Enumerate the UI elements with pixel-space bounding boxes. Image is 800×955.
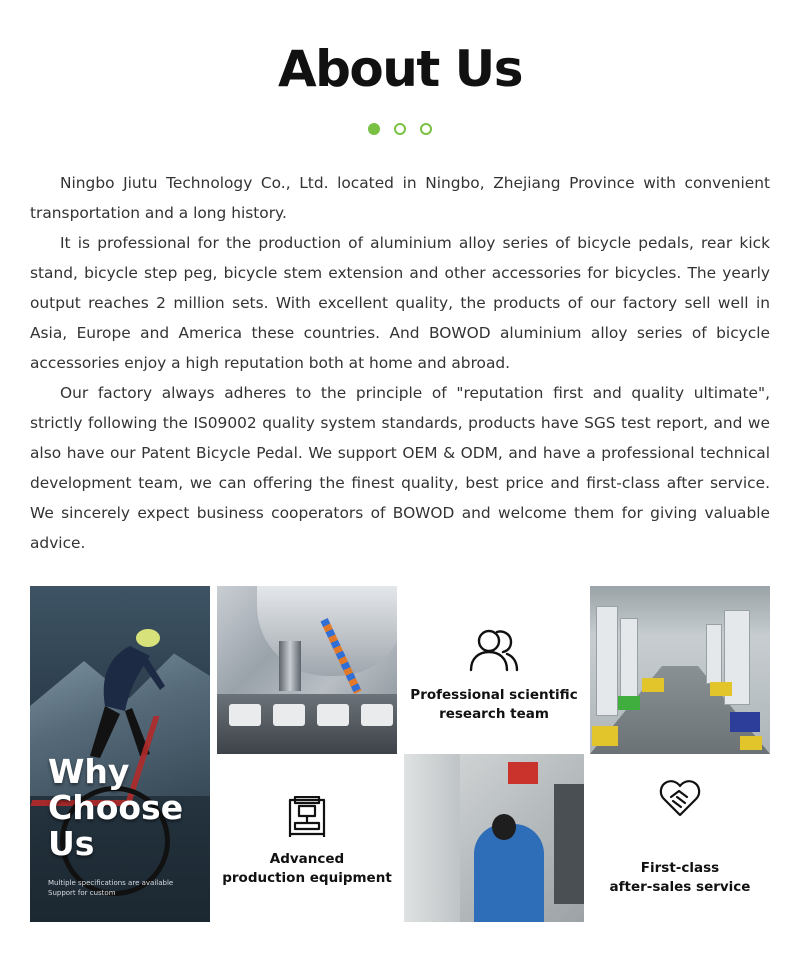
machine-icon <box>287 796 327 838</box>
machined-part <box>317 704 349 726</box>
dot-icon <box>368 123 380 135</box>
why-heading-line: Choose <box>48 788 184 827</box>
machined-part <box>273 704 305 726</box>
research-label <box>410 686 577 724</box>
why-heading-line: Us <box>48 824 95 863</box>
factory-machine <box>706 624 722 684</box>
page-title: About Us <box>277 40 523 98</box>
why-subtext-line: Multiple specifications are available <box>48 879 174 887</box>
feature-grid <box>30 586 770 922</box>
worker-head <box>492 814 516 840</box>
why-heading <box>48 754 183 862</box>
factory-machine <box>620 618 638 698</box>
why-heading-line: Why <box>48 752 130 791</box>
feature-after-sales-service <box>590 754 770 922</box>
feature-production-equipment <box>217 754 397 922</box>
service-label-line: after-sales service <box>609 879 751 895</box>
equipment-label <box>222 850 392 888</box>
why-subtext-line: Support for custom <box>48 889 116 897</box>
factory-machine <box>596 606 618 716</box>
machined-part <box>229 704 261 726</box>
worker-machining-image <box>404 754 584 922</box>
crate <box>740 736 762 750</box>
equipment-label-line: production equipment <box>222 870 392 886</box>
about-paragraph: Ningbo Jiutu Technology Co., Ltd. located in Ningbo, Zhejiang Province with convenient transportation and a long history. <box>30 174 770 222</box>
research-label-line: research team <box>439 706 549 722</box>
service-label-line: First-class <box>640 860 720 876</box>
service-label <box>610 859 751 897</box>
machine-panel <box>404 754 460 922</box>
why-subtext <box>48 878 173 898</box>
cnc-machine-image <box>217 586 397 754</box>
machine-tool <box>279 641 301 691</box>
dot-icon <box>420 123 432 135</box>
title-divider-dots <box>0 123 800 135</box>
factory-floor-image <box>590 586 770 754</box>
crate <box>618 696 640 710</box>
crate <box>642 678 664 692</box>
crate <box>730 712 760 732</box>
feature-research-team <box>404 586 584 754</box>
why-choose-us-panel <box>30 586 210 922</box>
machine-logo <box>508 762 538 784</box>
crate <box>592 726 618 746</box>
control-panel <box>554 784 584 904</box>
machined-part <box>361 704 393 726</box>
research-label-line: Professional scientific <box>410 687 578 703</box>
dot-icon <box>394 123 406 135</box>
about-paragraph: Our factory always adheres to the principle of "reputation first and quality ultimate", strictly following the IS09002 quality system standards, products have SGS test report, and we also have our Patent Bicycle Pedal. We support OEM & ODM, and have a professional technical development team, we can offering the finest quality, best price and first-class after service. We sincerely expect business cooperators of BOWOD and welcome them for giving valuable advice. <box>30 384 770 552</box>
about-text <box>30 168 770 558</box>
team-icon <box>467 626 521 674</box>
about-paragraph: It is professional for the production of aluminium alloy series of bicycle pedals, rear kick stand, bicycle step peg, bicycle stem extension and other accessories for bicycles. The yearly output reaches 2 million sets. With excellent quality, the products of our factory sell well in Asia, Europe and America these countries. And BOWOD aluminium alloy series of bicycle accessories enjoy a high reputation both at home and abroad. <box>30 234 770 372</box>
handshake-heart-icon <box>659 779 701 817</box>
crate <box>710 682 732 696</box>
equipment-label-line: Advanced <box>269 851 345 867</box>
